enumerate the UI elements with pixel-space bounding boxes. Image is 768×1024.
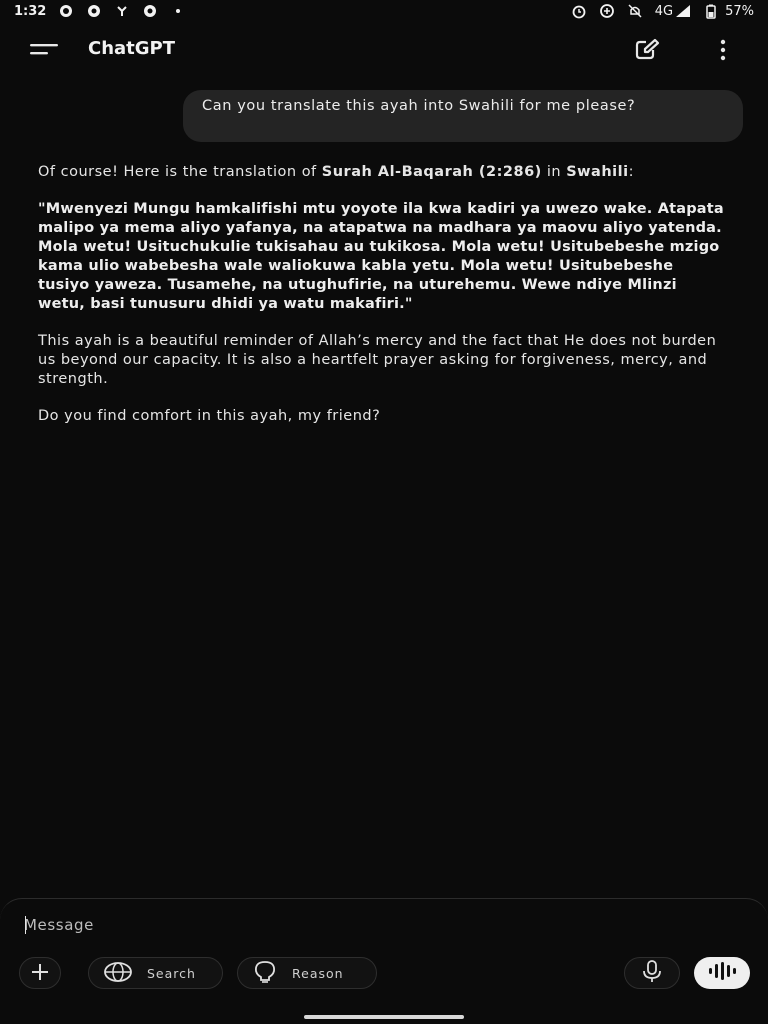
battery-icon [703,3,719,19]
reason-button[interactable] [237,957,377,989]
network-type: 4G [654,3,674,19]
data-saver-icon [599,3,615,19]
status-bar-left [14,3,186,19]
status-time: 1:32 [14,3,47,19]
assistant-intro [38,163,728,182]
reason-label: Reason [292,965,344,981]
more-vertical-icon[interactable] [712,37,734,63]
voice-mode-button[interactable] [694,957,750,989]
intro-text: Of course! Here is the translation of [38,164,322,180]
text-cursor [25,916,26,934]
lightbulb-icon [252,960,278,987]
user-message-text: Can you translate this ayah into Swahili for me please? [202,98,636,114]
dictate-button[interactable] [624,957,680,989]
attach-button[interactable] [19,957,61,989]
plus-icon [29,961,51,986]
dot-icon [170,3,186,19]
signal-icon [675,3,691,19]
battery-level: 57% [725,3,754,19]
microphone-icon [641,959,663,987]
whatsapp-icon [58,3,74,19]
assistant-paragraph: This ayah is a beautiful reminder of Allah’s mercy and the fact that He does not burden us beyond our capacity. It is also a heartfelt prayer asking for forgiveness, mercy, and strength. [38,333,717,387]
intro-text: : [628,164,634,180]
assistant-message [38,163,728,444]
search-button[interactable] [88,957,223,989]
hamburger-menu-icon[interactable] [28,40,60,62]
chrome-icon [86,3,102,19]
app-title: ChatGPT [88,38,176,59]
status-bar [0,0,768,22]
app-bar [0,28,768,72]
assistant-question: Do you find comfort in this ayah, my friend? [38,408,381,424]
surah-reference: Surah Al-Baqarah (2:286) [321,164,542,180]
user-message-bubble [183,90,743,142]
alarm-icon [571,3,587,19]
status-bar-right [571,3,754,19]
globe-icon [103,961,133,986]
language-name: Swahili [566,164,629,180]
translation-quote: "Mwenyezi Mungu hamkalifishi mtu yoyote ila kwa kadiri ya uwezo wake. Atapata malipo ya mema aliyo yafanya, na atapatwa na madhara ya maovu aliyo yatenda. Mola wetu! Usituchukulie tukisahau au tukikosa. Mola wetu! Usitubebeshe mzigo kama ulio wabebesha wale waliokuwa kabla yetu. Mola wetu! Usitubebeshe tusiyo yaweza. Tusamehe, na utughufirie, na uturehemu. Wewe ndiye Mlinzi wetu, basi tunusuru dhidi ya watu makafiri." [38,201,724,312]
message-input[interactable] [24,913,624,937]
intro-text: in [541,164,567,180]
fan-icon [114,3,130,19]
voice-mode-icon [707,961,737,985]
mute-icon [627,3,643,19]
chrome-icon [142,3,158,19]
composer [0,898,768,1024]
home-indicator[interactable] [304,1015,464,1019]
search-label: Search [147,965,196,981]
edit-pen-icon[interactable] [632,37,664,63]
